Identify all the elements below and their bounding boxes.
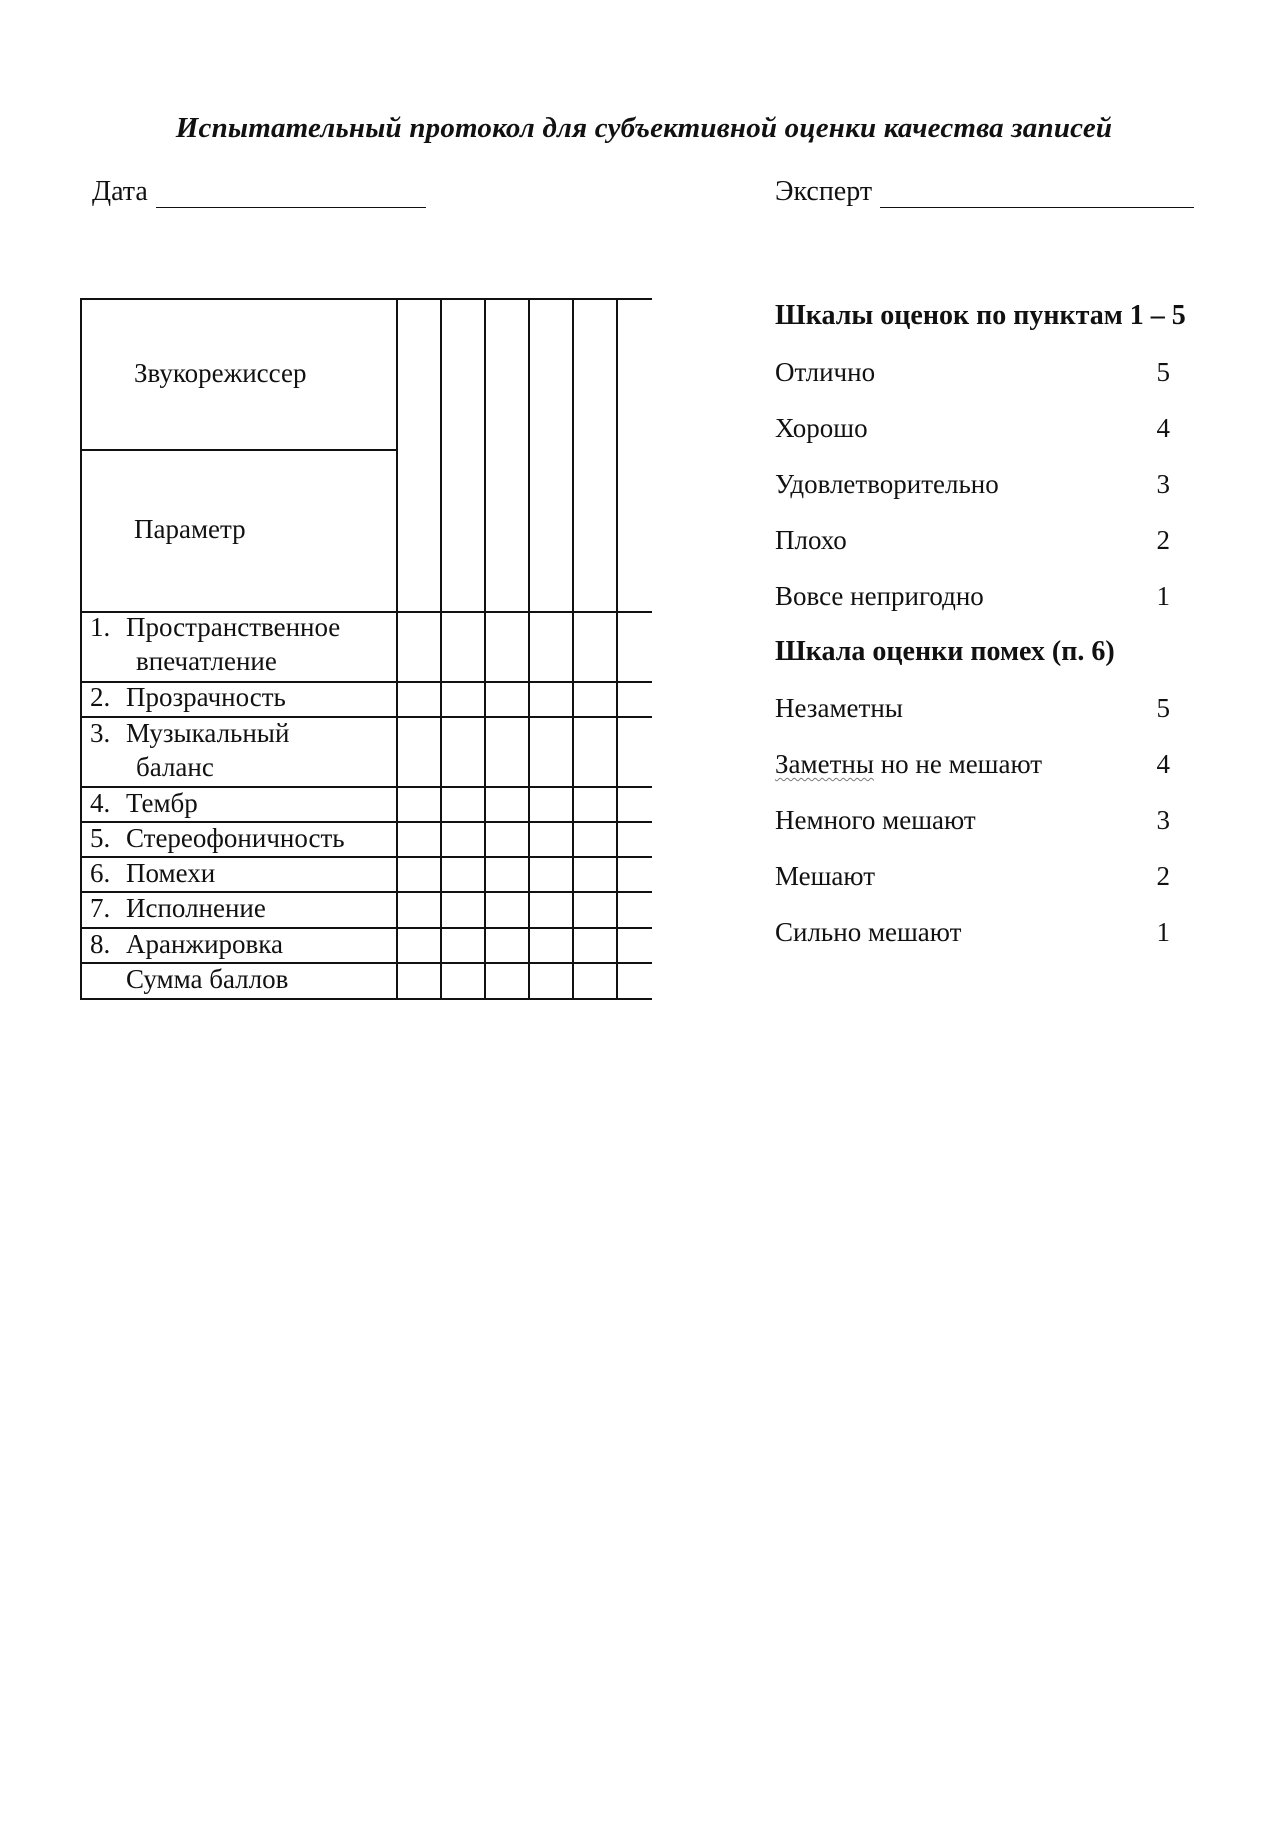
scale-label: Хорошо xyxy=(775,413,868,443)
table-row-5 xyxy=(90,821,345,855)
header-parameter: Параметр xyxy=(134,514,246,544)
score-cell[interactable] xyxy=(618,893,651,926)
score-cell[interactable] xyxy=(486,683,527,715)
score-cell[interactable] xyxy=(398,893,439,926)
header-engineer: Звукорежиссер xyxy=(134,358,307,388)
table-row-sum xyxy=(90,962,288,996)
score-cell[interactable] xyxy=(618,964,651,997)
row-label: Стереофоничность xyxy=(126,823,345,853)
row-label: Исполнение xyxy=(126,893,266,923)
score-cell[interactable] xyxy=(398,823,439,855)
row-label: Тембр xyxy=(126,788,198,818)
noise-scale-item xyxy=(775,800,1170,856)
table-row-4 xyxy=(90,786,198,820)
scale-label: Отлично xyxy=(775,357,876,387)
noise-scale-heading: Шкала оценки помех (п. 6) xyxy=(775,636,1115,667)
score-cell[interactable] xyxy=(574,788,615,820)
score-cell[interactable] xyxy=(530,929,571,961)
engineer-header-cell[interactable] xyxy=(574,300,615,610)
score-cell[interactable] xyxy=(398,788,439,820)
expert-field xyxy=(775,176,1194,208)
score-cell[interactable] xyxy=(574,823,615,855)
scale-label: Удовлетворительно xyxy=(775,469,999,499)
score-cell[interactable] xyxy=(442,683,483,715)
score-cell[interactable] xyxy=(486,929,527,961)
score-cell[interactable] xyxy=(530,718,571,785)
score-cell[interactable] xyxy=(530,893,571,926)
scale-label: Немного мешают xyxy=(775,805,976,835)
scale-label xyxy=(775,744,1042,800)
main-scale-item xyxy=(775,352,1170,408)
main-scale-heading: Шкалы оценок по пунктам 1 – 5 xyxy=(775,300,1186,331)
scales-panel xyxy=(775,296,1235,968)
score-cell[interactable] xyxy=(618,613,651,680)
main-scale-item xyxy=(775,408,1170,464)
score-cell[interactable] xyxy=(442,613,483,680)
table-row-6 xyxy=(90,856,215,890)
table-row-7 xyxy=(90,891,266,925)
row-number: 7. xyxy=(90,893,111,923)
scale-score: 4 xyxy=(1156,413,1170,443)
score-cell[interactable] xyxy=(486,964,527,997)
row-label-continued: впечатление xyxy=(136,646,277,676)
score-cell[interactable] xyxy=(618,929,651,961)
row-divider-10 xyxy=(80,998,652,1000)
table-border-left xyxy=(80,298,82,1000)
score-cell[interactable] xyxy=(442,788,483,820)
evaluation-table xyxy=(80,298,652,1000)
score-cell[interactable] xyxy=(442,718,483,785)
score-cell[interactable] xyxy=(574,964,615,997)
score-cell[interactable] xyxy=(574,893,615,926)
score-cell[interactable] xyxy=(398,964,439,997)
noise-scale-item xyxy=(775,912,1170,968)
score-cell[interactable] xyxy=(574,929,615,961)
score-cell[interactable] xyxy=(574,858,615,890)
scale-score: 5 xyxy=(1156,693,1170,723)
score-cell[interactable] xyxy=(486,718,527,785)
score-cell[interactable] xyxy=(442,823,483,855)
row-number: 6. xyxy=(90,858,111,888)
page-title: Испытательный протокол для субъективной оценки качества записей xyxy=(175,112,1113,144)
row-label: Прозрачность xyxy=(126,682,286,712)
row-number: 4. xyxy=(90,788,111,818)
scale-score: 1 xyxy=(1156,917,1170,947)
scale-label: Плохо xyxy=(775,525,847,555)
score-cell[interactable] xyxy=(618,788,651,820)
row-label: Помехи xyxy=(126,858,216,888)
scale-score: 4 xyxy=(1156,749,1170,779)
scale-score: 1 xyxy=(1156,581,1170,611)
score-cell[interactable] xyxy=(398,683,439,715)
scale-label-rest: но не мешают xyxy=(873,749,1043,779)
row-label: Аранжировка xyxy=(126,929,283,959)
main-scale-item xyxy=(775,576,1170,632)
score-cell[interactable] xyxy=(530,964,571,997)
score-cell[interactable] xyxy=(486,613,527,680)
table-row-3 xyxy=(90,716,289,784)
scale-score: 2 xyxy=(1156,525,1170,555)
score-cell[interactable] xyxy=(486,788,527,820)
noise-scale-item xyxy=(775,856,1170,912)
scale-label: Вовсе непригодно xyxy=(775,581,984,611)
row-label: Музыкальный xyxy=(126,718,290,748)
score-cell[interactable] xyxy=(486,893,527,926)
score-cell[interactable] xyxy=(618,823,651,855)
main-scale-item xyxy=(775,464,1170,520)
expert-label: Эксперт xyxy=(775,176,873,207)
engineer-header-cell[interactable] xyxy=(398,300,439,610)
score-cell[interactable] xyxy=(442,964,483,997)
header-divider xyxy=(80,449,396,451)
engineer-header-cell[interactable] xyxy=(618,300,651,610)
row-number: 5. xyxy=(90,823,111,853)
row-label-continued: баланс xyxy=(136,752,214,782)
score-cell[interactable] xyxy=(398,858,439,890)
score-cell[interactable] xyxy=(574,613,615,680)
scale-label: Незаметны xyxy=(775,693,903,723)
spellcheck-underlined-word: Заметны xyxy=(775,749,874,779)
row-label: Сумма баллов xyxy=(126,964,289,994)
score-cell[interactable] xyxy=(398,613,439,680)
score-cell[interactable] xyxy=(530,683,571,715)
score-cell[interactable] xyxy=(618,683,651,715)
scale-score: 5 xyxy=(1156,357,1170,387)
score-cell[interactable] xyxy=(530,858,571,890)
main-scale-item xyxy=(775,520,1170,576)
score-cell[interactable] xyxy=(398,929,439,961)
score-cell[interactable] xyxy=(486,823,527,855)
table-row-1 xyxy=(90,610,340,678)
expert-input-line[interactable] xyxy=(880,177,1194,208)
row-number: 1. xyxy=(90,612,111,642)
score-cell[interactable] xyxy=(618,718,651,785)
row-number: 3. xyxy=(90,718,111,748)
score-cell[interactable] xyxy=(618,858,651,890)
row-number: 2. xyxy=(90,682,111,712)
score-cell[interactable] xyxy=(486,858,527,890)
score-cell[interactable] xyxy=(442,893,483,926)
noise-scale-item xyxy=(775,688,1170,744)
row-number: 8. xyxy=(90,929,111,959)
scale-score: 3 xyxy=(1156,805,1170,835)
score-cell[interactable] xyxy=(574,718,615,785)
table-row-8 xyxy=(90,927,283,961)
date-input-line[interactable] xyxy=(156,177,426,208)
score-cell[interactable] xyxy=(398,718,439,785)
score-cell[interactable] xyxy=(530,788,571,820)
engineer-header-cell[interactable] xyxy=(530,300,571,610)
date-field xyxy=(92,176,426,208)
scale-label: Сильно мешают xyxy=(775,917,962,947)
date-label: Дата xyxy=(92,176,148,207)
score-cell[interactable] xyxy=(442,858,483,890)
score-cell[interactable] xyxy=(530,613,571,680)
engineer-header-cell[interactable] xyxy=(442,300,483,610)
score-cell[interactable] xyxy=(574,683,615,715)
score-cell[interactable] xyxy=(442,929,483,961)
noise-scale-item xyxy=(775,744,1170,800)
engineer-header-cell[interactable] xyxy=(486,300,527,610)
row-label: Пространственное xyxy=(126,612,341,642)
score-cell[interactable] xyxy=(530,823,571,855)
table-row-2 xyxy=(90,680,286,714)
scale-score: 3 xyxy=(1156,469,1170,499)
scale-label: Мешают xyxy=(775,861,876,891)
scale-score: 2 xyxy=(1156,861,1170,891)
